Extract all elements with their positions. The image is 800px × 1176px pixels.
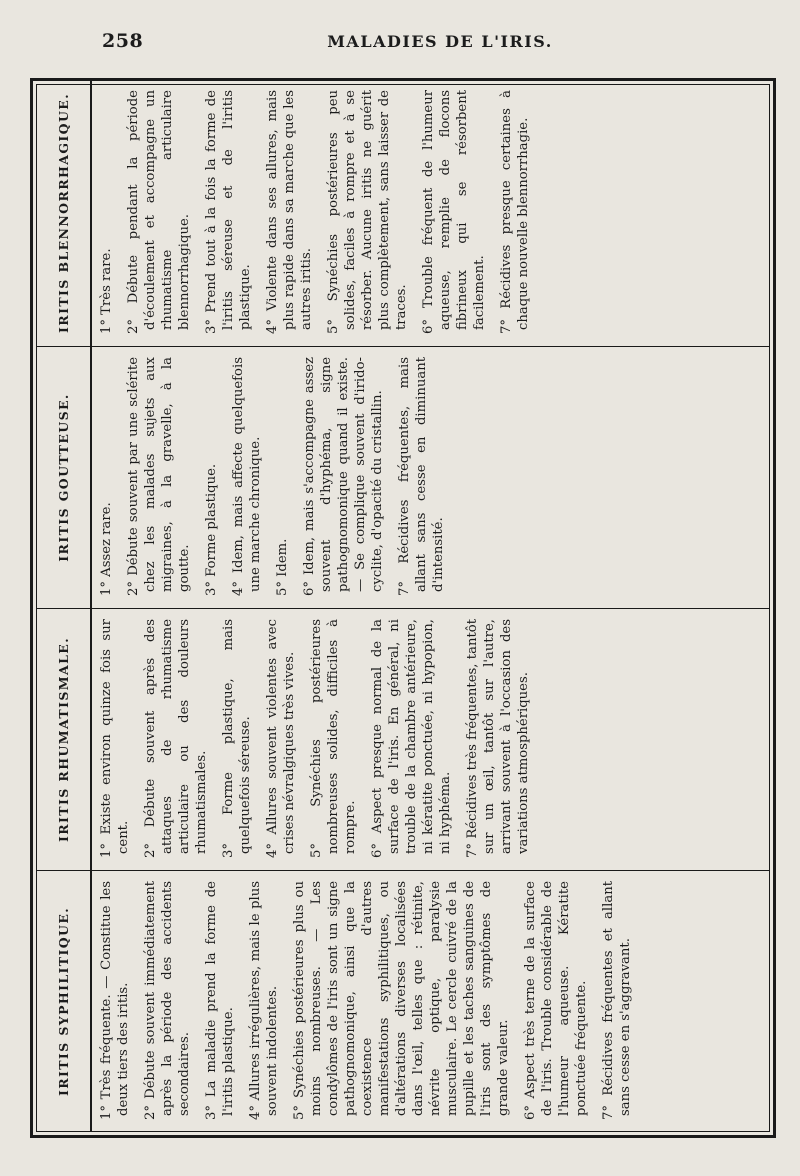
table-item: 6° Trouble fréquent de l'humeur aqueuse, remplie de flocons fibrineux qui se résorbent facilement.	[421, 90, 487, 334]
table-item: 3° Forme plastique, mais quelquefois séreuse.	[221, 619, 253, 858]
table-item: 3° La maladie prend la forme de l'iritis plastique.	[204, 881, 236, 1120]
table-item: 4° Idem, mais affecte quelquefois une marche chronique.	[231, 357, 263, 596]
table-item: 5° Synéchies postérieures plus ou moins nombreuses. — Les condylômes de l'iris sont un signe pathognomonique, ainsi que la coexistence d'autres manifestations syphilitiques, ou d'altérations diverses localisées dans l'œil, telles que : rétinite, névrite optique, paralysie musculaire. Le cercle cuivré de la pupille et les taches sanguines de l'iris sont des symptômes de grande valeur.	[292, 881, 511, 1120]
table-item: 7° Récidives fréquentes et allant sans cesse en s'aggravant.	[601, 881, 633, 1120]
rotated-table	[36, 80, 770, 1132]
column-goutteuse	[92, 346, 770, 608]
column-heading-rhumatismale: IRITIS RHUMATISMALE.	[36, 608, 92, 870]
column-syphilitique	[92, 870, 770, 1132]
table-item: 2° Débute souvent par une sclérite chez les malades sujets aux migraines, à la gravelle, à la goutte.	[126, 357, 192, 596]
table-item: 7° Récidives très fréquentes, tantôt sur un œil, tantôt sur l'autre, arrivant souvent à l'occasion des variations atmosphériques.	[465, 619, 531, 858]
running-head: MALADIES DE L'IRIS.	[327, 32, 553, 51]
table-item: 1° Très rare.	[99, 248, 114, 334]
table-item: 3° Prend tout à la fois la forme de l'iritis séreuse et de l'iritis plastique.	[204, 90, 253, 334]
table-item: 6° Aspect presque normal de la surface de l'iris. En général, ni trouble de la chambre antérieure, ni kératite ponctuée, ni hypopion, ni hyphéma.	[370, 619, 453, 858]
table-item: 6° Aspect très terne de la surface de l'iris. Trouble considérable de l'humeur aqueuse. Kératite ponctuée fréquente.	[523, 881, 589, 1120]
table-item: 7° Récidives presque certaines à chaque nouvelle blennorrhagie.	[499, 90, 531, 334]
table-item: 4° Allures souvent violentes avec crises névralgiques très vives.	[265, 619, 297, 858]
table-item: 2° Débute souvent après des attaques de rhumatisme articulaire ou des douleurs rhumatismales.	[143, 619, 209, 858]
table-item: 3° Forme plastique.	[204, 463, 219, 596]
column-heading-syphilitique: IRITIS SYPHILITIQUE.	[36, 870, 92, 1132]
table-item: 4° Allures irrégulières, mais le plus souvent indolentes.	[248, 881, 280, 1120]
table-item: 5° Synéchies postérieures nombreuses solides, difficiles à rompre.	[309, 619, 358, 858]
table-item: 2° Débute souvent immédiatement après la période des accidents secondaires.	[143, 881, 192, 1120]
page-number: 258	[102, 30, 144, 52]
table-item: 7° Récidives fréquentes, mais allant sans cesse en diminuant d'intensité.	[397, 357, 446, 596]
table-item: 1° Très fréquente. — Constitue les deux tiers des iritis.	[99, 881, 131, 1120]
column-rhumatismale	[92, 608, 770, 870]
comparison-table	[36, 80, 770, 1132]
table-item: 6° Idem, mais s'accompagne assez souvent d'hyphéma, signe pathognomonique quand il existe. — Se complique souvent d'irido-cyclite, d'opacité du cristallin.	[302, 357, 385, 596]
column-heading-blennorrhagique: IRITIS BLENNORRHAGIQUE.	[36, 80, 92, 346]
column-blennorrhagique	[92, 80, 770, 346]
table-item: 4° Violente dans ses allures, mais plus rapide dans sa marche que les autres iritis.	[265, 90, 314, 334]
table-item: 5° Idem.	[275, 538, 290, 596]
table-item: 5° Synéchies postérieures peu solides, faciles à rompre et à se résorber. Aucune iritis ne guérit plus complètement, sans laisser de traces.	[326, 90, 409, 334]
table-item: 1° Assez rare.	[99, 502, 114, 596]
column-heading-goutteuse: IRITIS GOUTTEUSE.	[36, 346, 92, 608]
table-item: 2° Débute pendant la période d'écoulement et accompagne un rhumatisme articulaire blennorrhagique.	[126, 90, 192, 334]
table-item: 1° Existe environ quinze fois sur cent.	[99, 619, 131, 858]
